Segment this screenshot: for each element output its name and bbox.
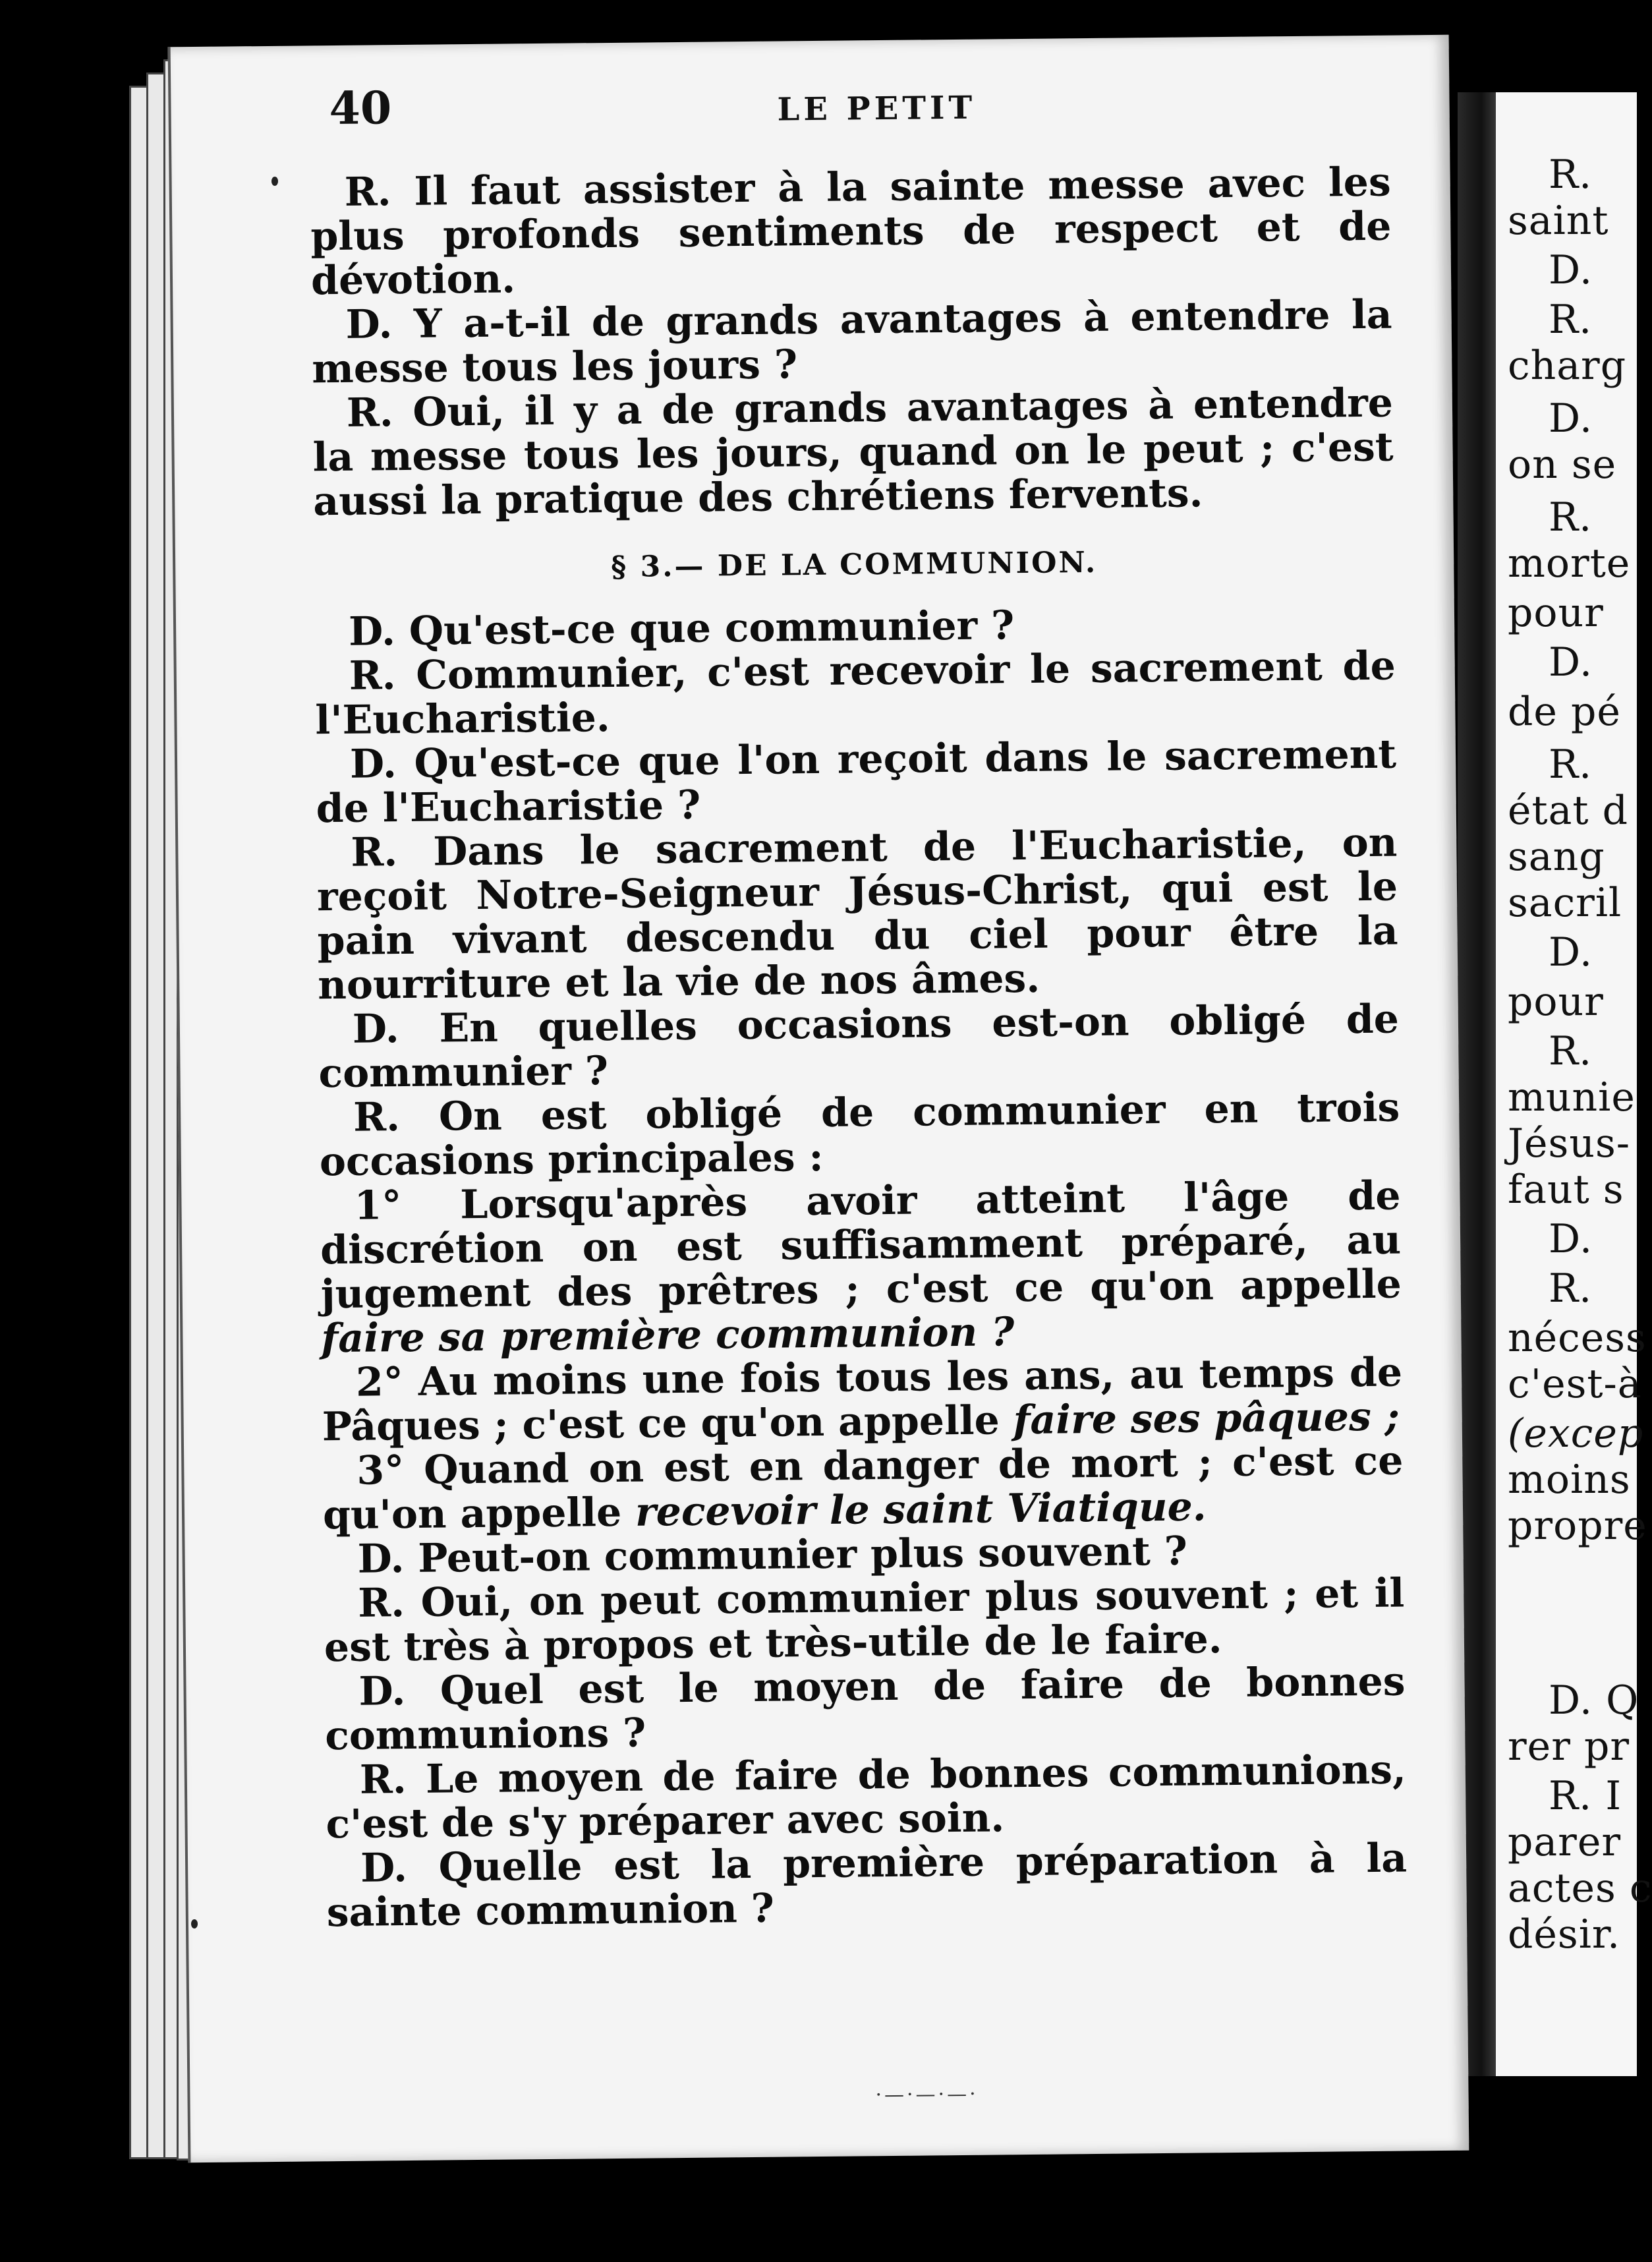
facing-page-line: propre bbox=[1508, 1503, 1647, 1549]
occasion-italic: recevoir le saint Viatique. bbox=[635, 1484, 1207, 1536]
paragraph: R. Le moyen de faire de bonnes communions, c'est de s'y préparer avec soin. bbox=[326, 1747, 1407, 1848]
paragraph: R. Il faut assister à la sainte messe avec les plus profonds sentiments de respect et de dévotion. bbox=[310, 159, 1392, 304]
facing-page-line: R. bbox=[1549, 152, 1593, 198]
facing-page-line: saint bbox=[1508, 198, 1609, 244]
facing-page-line: désir. bbox=[1508, 1911, 1621, 1958]
facing-page-line: R. bbox=[1549, 741, 1593, 788]
paragraph: D. En quelles occasions est-on obligé de communier ? bbox=[318, 996, 1400, 1097]
section-heading: § 3.— DE LA COMMUNION. bbox=[611, 545, 1098, 584]
facing-page-line: faut s bbox=[1508, 1167, 1624, 1213]
facing-page-line: D. bbox=[1549, 929, 1593, 975]
facing-page-line: munie bbox=[1508, 1074, 1636, 1120]
page-number: 40 bbox=[329, 82, 392, 136]
page-header bbox=[171, 72, 1450, 137]
facing-page-line: morte bbox=[1508, 540, 1631, 587]
facing-page-line: R. bbox=[1549, 297, 1593, 343]
book-page bbox=[168, 35, 1469, 2163]
paragraph: D. Quel est le moyen de faire de bonnes communions ? bbox=[324, 1658, 1406, 1760]
paragraph: R. Dans le sacrement de l'Eucharistie, on reçoit Notre-Seigneur Jésus-Christ, qui est le pain vivant descendu du ciel pour être la nourriture et la vie de nos âmes. bbox=[316, 819, 1398, 1009]
occasion-italic: faire ses pâques ; bbox=[1013, 1393, 1400, 1444]
facing-page-line: parer bbox=[1508, 1819, 1622, 1865]
facing-page-line: c'est-à bbox=[1508, 1361, 1642, 1407]
facing-page-line: R. I bbox=[1549, 1773, 1622, 1819]
facing-page-line: sang bbox=[1508, 834, 1605, 880]
facing-page bbox=[1496, 92, 1652, 2076]
paragraph: R. Oui, il y a de grands avantages à entendre la messe tous les jours, quand on le peut ; c'est aussi la pratique des chrétiens fervents. bbox=[312, 380, 1394, 525]
facing-page-line: D. Q bbox=[1549, 1677, 1639, 1724]
occasion-italic: faire sa première communion ? bbox=[321, 1309, 1015, 1362]
facing-page-line: R. bbox=[1549, 1028, 1593, 1074]
paragraph: R. On est obligé de communier en trois occasions principales : bbox=[319, 1084, 1400, 1186]
facing-page-line: pour bbox=[1508, 590, 1604, 636]
facing-page-line: Jésus- bbox=[1508, 1120, 1631, 1167]
page-body bbox=[310, 161, 1408, 1936]
paragraph: D. Qu'est-ce que communier ? bbox=[348, 602, 1015, 655]
facing-page-line: pour bbox=[1508, 979, 1604, 1025]
facing-page-line: de pé bbox=[1508, 689, 1621, 735]
paragraph: D. Peut-on communier plus souvent ? bbox=[357, 1528, 1188, 1582]
ink-speck bbox=[271, 177, 278, 186]
facing-page-line: D. bbox=[1549, 639, 1593, 685]
facing-page-line: D. bbox=[1549, 395, 1593, 442]
occasion-item bbox=[322, 1351, 1403, 1450]
occasion-item bbox=[320, 1174, 1402, 1362]
paragraph: D. Qu'est-ce que l'on reçoit dans le sacrement de l'Eucharistie ? bbox=[316, 731, 1397, 832]
ink-speck bbox=[191, 1919, 198, 1928]
paragraph: D. Y a-t-il de grands avantages à entendre la messe tous les jours ? bbox=[312, 291, 1392, 393]
facing-page-line: charg bbox=[1508, 343, 1627, 389]
facing-page-line: R. bbox=[1549, 1265, 1593, 1312]
paragraph: D. Quelle est la première préparation à la sainte communion ? bbox=[326, 1835, 1408, 1936]
facing-page-line: rer pr bbox=[1508, 1724, 1630, 1770]
facing-page-line: état d bbox=[1508, 788, 1628, 834]
footer-ornament: ·—·—·—· bbox=[875, 2082, 979, 2107]
occasion-text: 1° Lorsqu'après avoir atteint l'âge de discrétion on est suffisamment préparé, au jugement des prêtres ; c'est ce qu'on appelle bbox=[320, 1173, 1402, 1318]
paragraph: R. Communier, c'est recevoir le sacrement de l'Eucharistie. bbox=[315, 643, 1396, 744]
facing-page-line: moins bbox=[1508, 1457, 1631, 1503]
facing-page-line: D. bbox=[1549, 1216, 1593, 1262]
facing-page-line: sacril bbox=[1508, 880, 1622, 926]
occasion-item bbox=[322, 1439, 1404, 1538]
running-head: LE PETIT bbox=[777, 89, 977, 129]
facing-page-line: on se bbox=[1508, 442, 1617, 488]
facing-page-line: nécess bbox=[1508, 1315, 1647, 1361]
occasion-text: 3° Quand on est en danger de mort ; c'est ce qu'on appelle bbox=[322, 1437, 1404, 1539]
facing-page-line: (excep bbox=[1508, 1410, 1644, 1457]
facing-page-line: R. bbox=[1549, 494, 1593, 540]
occasion-text: 2° Au moins une fois tous les ans, au temps de Pâques ; c'est ce qu'on appelle bbox=[322, 1349, 1403, 1451]
facing-page-line: D. bbox=[1549, 247, 1593, 293]
paragraph: R. Oui, on peut communier plus souvent ; et il est très à propos et très-utile de le faire. bbox=[324, 1570, 1405, 1671]
facing-page-line: actes c bbox=[1508, 1865, 1652, 1911]
